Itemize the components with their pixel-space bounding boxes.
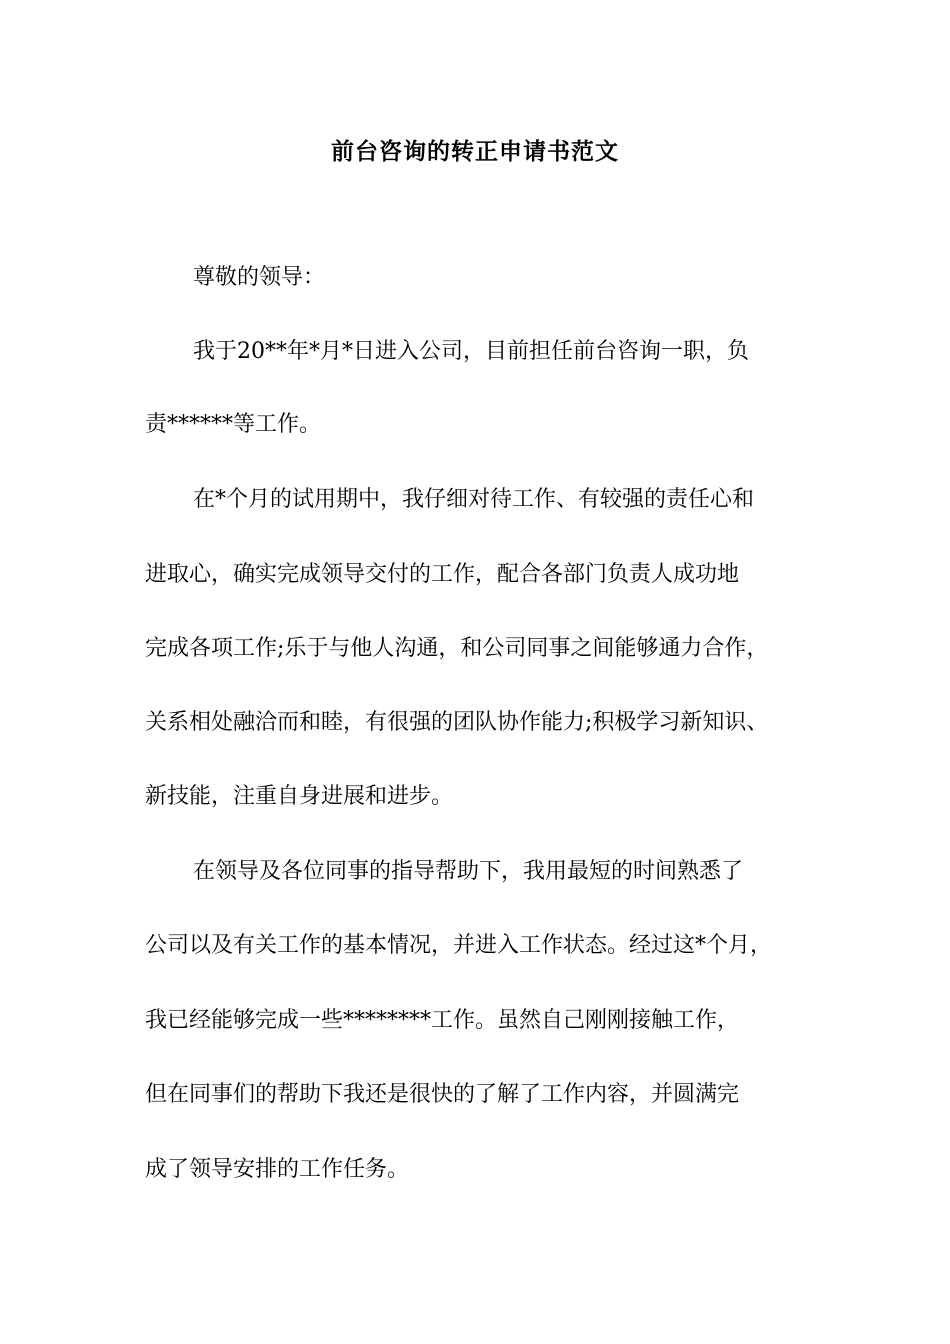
paragraph-2-line-3: 完成各项工作;乐于与他人沟通，和公司同事之间能够通力合作， [145,636,769,661]
paragraph-3-line-4: 但在同事们的帮助下我还是很快的了解了工作内容，并圆满完 [145,1082,740,1107]
document-title: 前台咨询的转正申请书范文 [331,138,619,165]
paragraph-3-line-1: 在领导及各位同事的指导帮助下，我用最短的时间熟悉了 [193,859,744,884]
paragraph-3-line-3: 我已经能够完成一些********工作。虽然自己刚刚接触工作， [145,1008,740,1033]
paragraph-3-line-5: 成了领导安排的工作任务。 [145,1157,410,1182]
paragraph-1-line-1: 我于20**年*月*日进入公司，目前担任前台咨询一职，负 [193,339,749,364]
paragraph-3-line-2: 公司以及有关工作的基本情况，并进入工作状态。经过这*个月， [145,933,773,958]
paragraph-2-line-2: 进取心，确实完成领导交付的工作，配合各部门负责人成功地 [145,562,740,587]
salutation: 尊敬的领导： [193,265,326,290]
paragraph-1-line-2: 责******等工作。 [145,412,322,437]
paragraph-2-line-4: 关系相处融洽而和睦，有很强的团队协作能力;积极学习新知识、 [145,710,769,735]
paragraph-2-line-5: 新技能，注重自身进展和进步。 [145,784,454,809]
paragraph-2-line-1: 在*个月的试用期中，我仔细对待工作、有较强的责任心和 [193,487,755,512]
